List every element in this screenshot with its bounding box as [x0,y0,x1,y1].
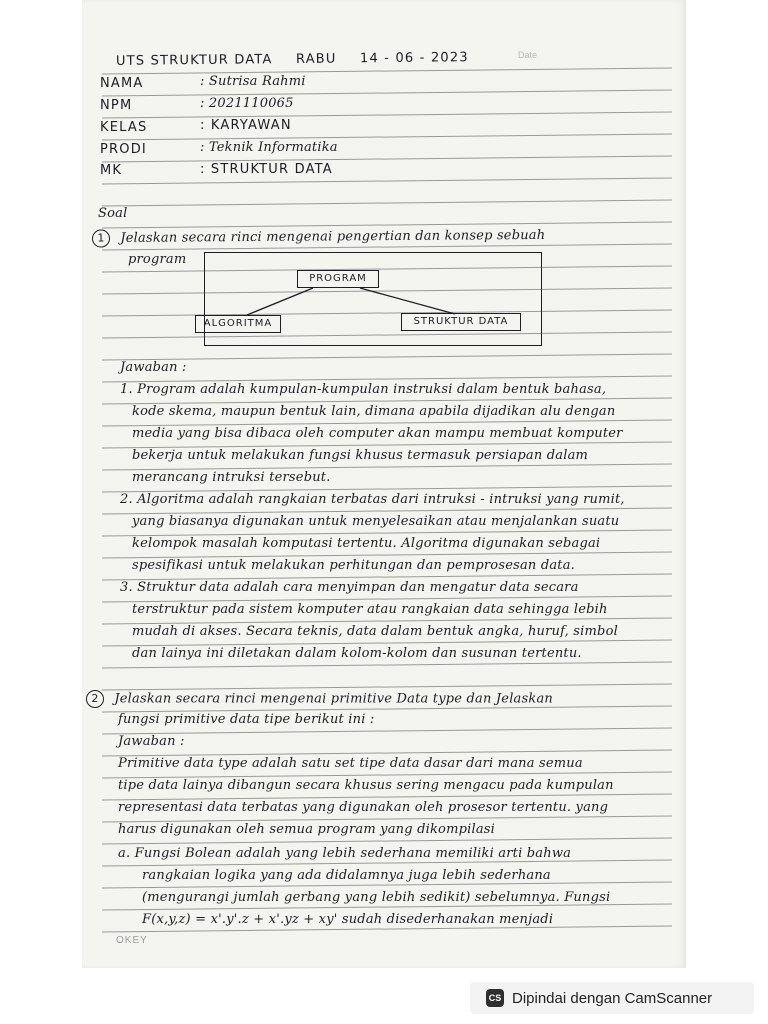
identity-npm-label: NPM [100,98,133,113]
identity-name-label: NAMA [100,76,144,91]
answer-2-line: rangkaian logika yang ada didalamnya juga lebih sederhana [142,868,551,883]
identity-kelas-label: KELAS [100,120,148,135]
question-1-text-cont: program [128,252,187,267]
notebook-brand: OKEY [116,935,148,946]
notebook-page [82,0,686,968]
answer-1-line: kode skema, maupun bentuk lain, dimana apabila dijadikan alu dengan [132,404,616,419]
answer-2-line: (mengurangi jumlah gerbang yang lebih sedikit) sebelumnya. Fungsi [142,890,611,905]
answer-2-line: harus digunakan oleh semua program yang dikompilasi [118,822,496,837]
diagram-root-box: PROGRAM [297,270,379,288]
answer-1-line: mudah di akses. Secara teknis, data dalam bentuk angka, huruf, simbol [132,624,618,639]
question-1-text: Jelaskan secara rinci mengenai pengertian dan konsep sebuah [120,227,546,246]
answer-1-line: 2. Algoritma adalah rangkaian terbatas dari intruksi - intruksi yang rumit, [120,492,625,507]
soal-label: Soal [98,206,128,221]
camscanner-logo-icon: CS [486,989,504,1007]
question-1-number: 1 [92,229,110,247]
answer-2-line: Primitive data type adalah satu set tipe data dasar dari mana semua [118,756,583,771]
answer-1-line: dan lainya ini diletakan dalam kolom-kolom dan susunan tertentu. [132,646,582,661]
identity-prodi-label: PRODI [100,142,147,157]
answer-2-line: representasi data terbatas yang digunakan oleh prosesor tertentu. yang [118,800,609,815]
identity-npm-value: : 2021110065 [200,96,294,111]
answer-2-line: tipe data lainya dibangun secara khusus sering mengacu pada kumpulan [118,778,614,793]
question-1 [92,226,545,247]
answer-1-line: merancang intruksi tersebut. [132,470,331,485]
answer-1-line: 3. Struktur data adalah cara menyimpan dan mengatur data secara [120,580,579,595]
date-mark: Date [518,50,538,60]
camscanner-watermark [470,982,754,1014]
question-2 [86,690,553,708]
question-2-text-cont: fungsi primitive data tipe berikut ini : [118,712,375,727]
identity-name-value: : Sutrisa Rahmi [200,74,306,89]
answer-2-line: a. Fungsi Bolean adalah yang lebih sederhana memiliki arti bahwa [118,846,572,861]
answer-1-line: kelompok masalah komputasi tertentu. Algoritma digunakan sebagai [132,536,601,551]
diagram-right-box: STRUKTUR DATA [401,313,521,331]
identity-kelas-value: : KARYAWAN [200,118,292,133]
identity-mk-value: : STRUKTUR DATA [200,162,333,177]
exam-date: 14 - 06 - 2023 [359,50,469,67]
exam-day: RABU [295,51,337,67]
answer-1-line: terstruktur pada sistem komputer atau rangkaian data sehingga lebih [132,602,608,617]
answer-1-line: yang biasanya digunakan untuk menyelesaikan atau menjalankan suatu [132,514,620,529]
answer-2-label: Jawaban : [118,734,185,749]
question-2-number: 2 [86,690,104,708]
identity-mk-label: MK [100,163,123,178]
answer-1-line: 1. Program adalah kumpulan-kumpulan instruksi dalam bentuk bahasa, [120,382,607,397]
camscanner-text: Dipindai dengan CamScanner [512,989,713,1007]
answer-1-line: media yang bisa dibaca oleh computer akan mampu membuat komputer [132,426,623,441]
question-2-text: Jelaskan secara rinci mengenai primitive Data type dan Jelaskan [114,691,553,707]
program-diagram [204,252,542,346]
answer-1-line: bekerja untuk melakukan fungsi khusus termasuk persiapan dalam [132,448,589,463]
answer-1-label: Jawaban : [120,360,187,375]
identity-prodi-value: : Teknik Informatika [200,140,338,155]
answer-2-line: F(x,y,z) = x'.y'.z + x'.yz + xy' sudah disederhanakan menjadi [142,912,554,927]
exam-title: UTS STRUKTUR DATA [115,52,273,69]
answer-1-line: spesifikasi untuk melakukan perhitungan dan pemprosesan data. [132,558,575,573]
diagram-left-box: ALGORITMA [195,315,281,333]
